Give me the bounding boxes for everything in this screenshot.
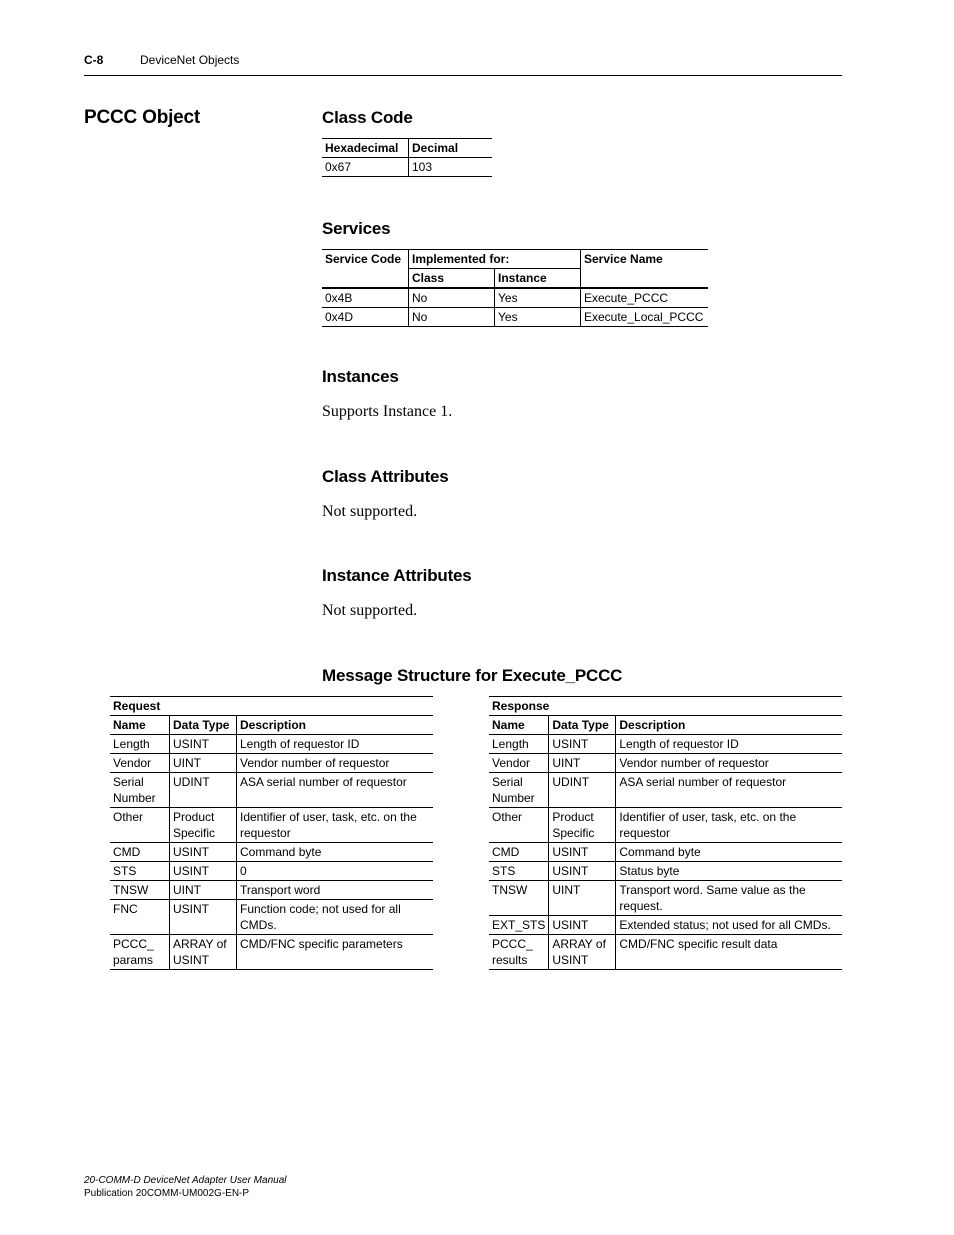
cell-data-type: UINT (170, 881, 237, 900)
table-row (489, 735, 842, 754)
cell-description: ASA serial number of requestor (237, 773, 434, 808)
cell-instance: Yes (495, 308, 581, 327)
cell-data-type: UINT (549, 754, 616, 773)
table-row (110, 900, 433, 935)
request-table (110, 696, 433, 970)
cell-data-type: USINT (549, 862, 616, 881)
cell-description: ASA serial number of requestor (616, 773, 842, 808)
cell-data-type: USINT (170, 900, 237, 935)
cell-name: Length (489, 735, 549, 754)
cell-name: Vendor (110, 754, 170, 773)
cell-name: Other (489, 808, 549, 843)
instances-text: Supports Instance 1. (322, 403, 453, 420)
cell-class: No (409, 308, 495, 327)
cell-description: Length of requestor ID (616, 735, 842, 754)
cell-class: No (409, 288, 495, 308)
cell-data-type: USINT (549, 916, 616, 935)
cell-data-type: Product Specific (170, 808, 237, 843)
class-code-table (322, 138, 492, 177)
class-attributes-heading: Class Attributes (322, 467, 449, 486)
table-row (110, 843, 433, 862)
cell-description: 0 (237, 862, 434, 881)
cell-name: CMD (489, 843, 549, 862)
section-title: PCCC Object (84, 107, 201, 128)
cell-data-type: UINT (549, 881, 616, 916)
cell-description: Status byte (616, 862, 842, 881)
table-row (322, 308, 708, 327)
col-data-type: Data Type (549, 716, 616, 735)
cell-hex: 0x67 (322, 158, 409, 177)
col-name: Name (489, 716, 549, 735)
footer-manual-title: 20-COMM-D DeviceNet Adapter User Manual (84, 1175, 287, 1186)
col-implemented-for: Implemented for: (409, 250, 581, 269)
cell-service-code: 0x4B (322, 288, 409, 308)
table-row (322, 158, 492, 177)
message-structure-heading: Message Structure for Execute_PCCC (322, 666, 623, 685)
table-row (489, 935, 842, 970)
cell-description: Extended status; not used for all CMDs. (616, 916, 842, 935)
cell-data-type: USINT (549, 735, 616, 754)
cell-description: Length of requestor ID (237, 735, 434, 754)
col-description: Description (237, 716, 434, 735)
cell-data-type: USINT (170, 862, 237, 881)
cell-name: TNSW (110, 881, 170, 900)
cell-name: PCCC_ results (489, 935, 549, 970)
cell-name: Length (110, 735, 170, 754)
cell-data-type: USINT (549, 843, 616, 862)
cell-description: Function code; not used for all CMDs. (237, 900, 434, 935)
cell-service-code: 0x4D (322, 308, 409, 327)
table-row (110, 773, 433, 808)
cell-description: Identifier of user, task, etc. on the requestor (237, 808, 434, 843)
table-row (489, 916, 842, 935)
cell-description: Command byte (237, 843, 434, 862)
cell-description: Transport word (237, 881, 434, 900)
table-row (489, 881, 842, 916)
table-row (489, 843, 842, 862)
table-row (110, 808, 433, 843)
cell-description: CMD/FNC specific result data (616, 935, 842, 970)
cell-name: TNSW (489, 881, 549, 916)
cell-description: Vendor number of requestor (616, 754, 842, 773)
footer-publication: Publication 20COMM-UM002G-EN-P (84, 1188, 250, 1199)
response-caption: Response (489, 697, 842, 716)
cell-name: Vendor (489, 754, 549, 773)
cell-data-type: USINT (170, 843, 237, 862)
chapter-title: DeviceNet Objects (140, 53, 240, 67)
table-row (489, 862, 842, 881)
cell-name: Serial Number (110, 773, 170, 808)
cell-description: Vendor number of requestor (237, 754, 434, 773)
instances-heading: Instances (322, 367, 399, 386)
table-row (110, 862, 433, 881)
cell-description: Identifier of user, task, etc. on the requestor (616, 808, 842, 843)
col-name: Name (110, 716, 170, 735)
table-row (110, 881, 433, 900)
cell-name: STS (110, 862, 170, 881)
cell-name: FNC (110, 900, 170, 935)
col-data-type: Data Type (170, 716, 237, 735)
class-code-heading: Class Code (322, 108, 413, 127)
col-service-name: Service Name (581, 250, 709, 289)
cell-description: Command byte (616, 843, 842, 862)
col-decimal: Decimal (409, 139, 493, 158)
cell-name: Serial Number (489, 773, 549, 808)
cell-description: Transport word. Same value as the request. (616, 881, 842, 916)
table-row (489, 773, 842, 808)
services-heading: Services (322, 219, 391, 238)
cell-service-name: Execute_Local_PCCC (581, 308, 709, 327)
cell-name: PCCC_ params (110, 935, 170, 970)
cell-dec: 103 (409, 158, 493, 177)
cell-name: STS (489, 862, 549, 881)
cell-name: EXT_STS (489, 916, 549, 935)
page-number: C-8 (84, 53, 104, 67)
cell-data-type: UDINT (170, 773, 237, 808)
response-table (489, 696, 842, 970)
table-row (322, 288, 708, 308)
table-row (110, 754, 433, 773)
cell-description: CMD/FNC specific parameters (237, 935, 434, 970)
cell-data-type: ARRAY of USINT (170, 935, 237, 970)
table-row (489, 754, 842, 773)
cell-instance: Yes (495, 288, 581, 308)
col-class: Class (409, 269, 495, 289)
cell-data-type: ARRAY of USINT (549, 935, 616, 970)
header-rule (84, 75, 842, 76)
table-row (110, 735, 433, 754)
col-description: Description (616, 716, 842, 735)
instance-attributes-text: Not supported. (322, 602, 418, 619)
col-hexadecimal: Hexadecimal (322, 139, 409, 158)
cell-name: CMD (110, 843, 170, 862)
request-caption: Request (110, 697, 433, 716)
cell-data-type: Product Specific (549, 808, 616, 843)
cell-data-type: UINT (170, 754, 237, 773)
cell-name: Other (110, 808, 170, 843)
col-instance: Instance (495, 269, 581, 289)
class-attributes-text: Not supported. (322, 503, 418, 520)
cell-data-type: USINT (170, 735, 237, 754)
instance-attributes-heading: Instance Attributes (322, 566, 472, 585)
table-row (110, 935, 433, 970)
services-table (322, 249, 708, 327)
table-row (489, 808, 842, 843)
cell-service-name: Execute_PCCC (581, 288, 709, 308)
col-service-code: Service Code (322, 250, 409, 289)
cell-data-type: UDINT (549, 773, 616, 808)
